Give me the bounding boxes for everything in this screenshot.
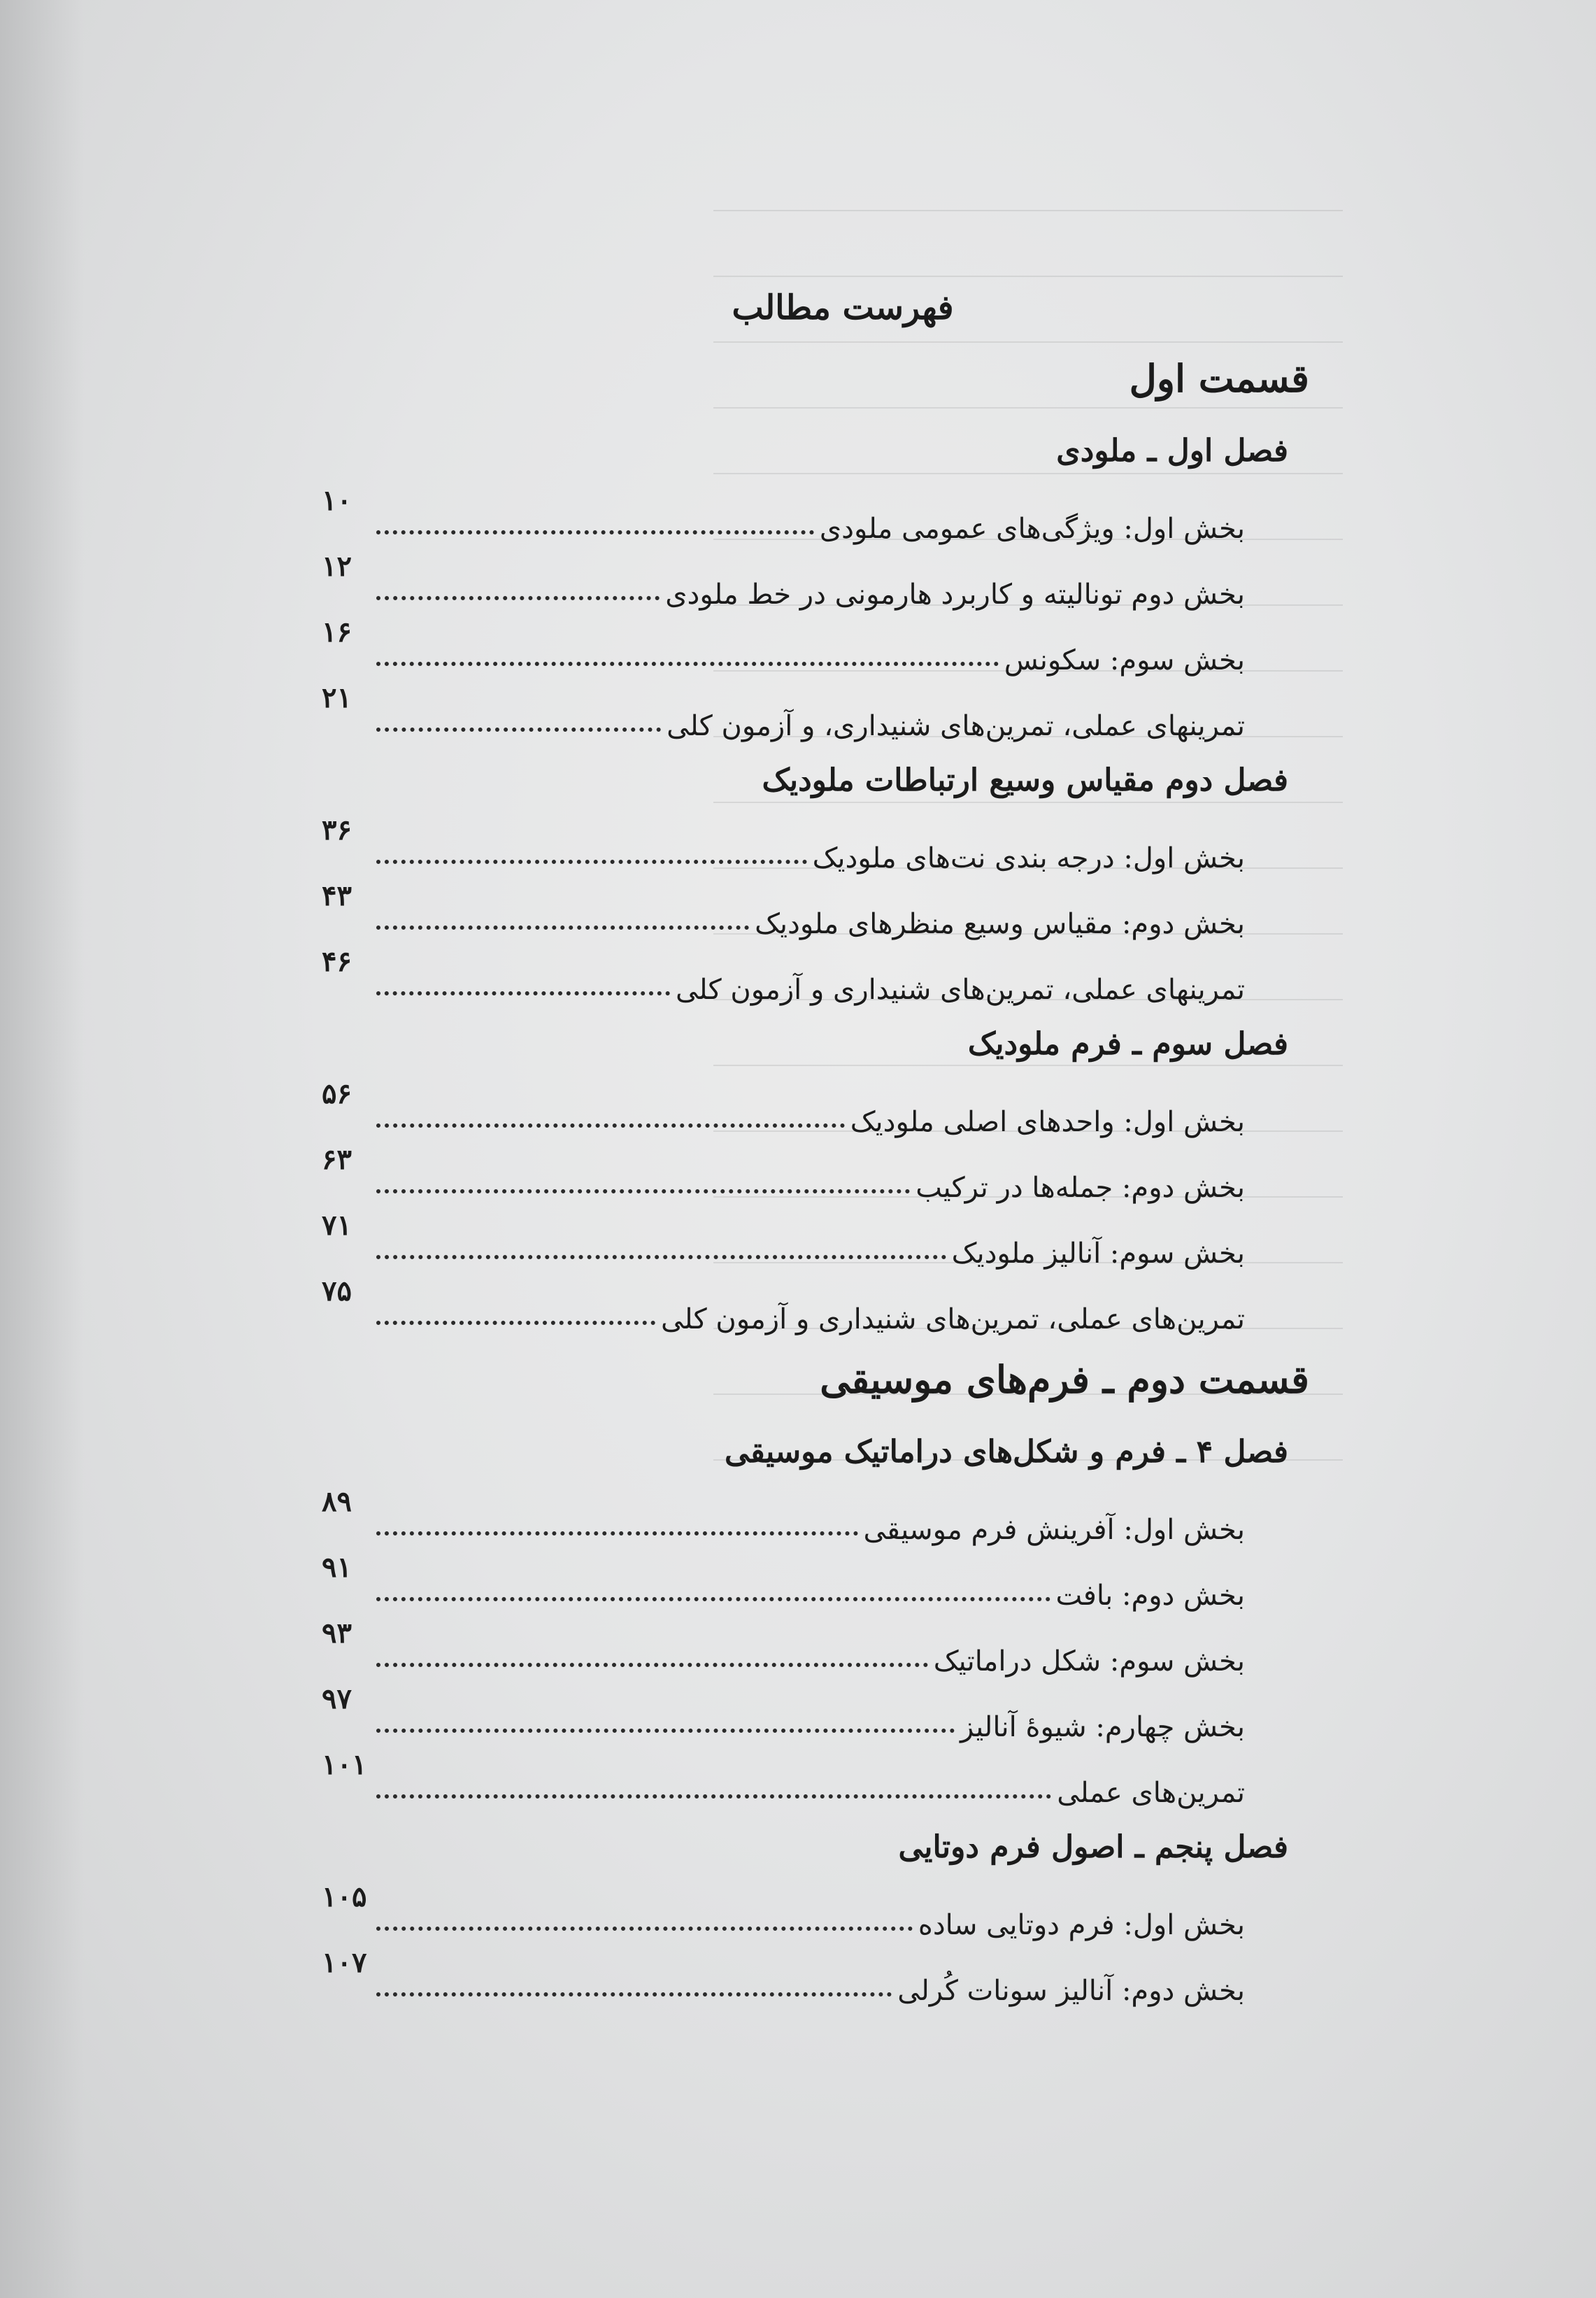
entry-title: بخش اول: ویژگی‌های عمومی ملودی	[819, 513, 1245, 545]
toc-entry[interactable]	[322, 550, 1245, 616]
entry-title: تمرینهای عملی، تمرین‌های شنیداری و آزمون کلی	[676, 974, 1245, 1006]
page-number: ۱۰۱	[322, 1748, 367, 1781]
entry-title: بخش دوم: جمله‌ها در ترکیب	[915, 1172, 1245, 1204]
chapter-heading: فصل ۴ ـ فرم و شکل‌های دراماتیک موسیقی	[725, 1434, 1288, 1470]
toc-entry[interactable]	[322, 814, 1245, 879]
dot-leader	[376, 596, 660, 600]
toc-entry[interactable]	[322, 1551, 1245, 1617]
chapter-heading: فصل دوم مقیاس وسیع ارتباطات ملودیک	[762, 763, 1288, 798]
toc-entry[interactable]	[322, 1485, 1245, 1551]
toc-entry[interactable]	[322, 945, 1245, 1011]
toc-entry[interactable]	[322, 484, 1245, 550]
toc-entry[interactable]	[322, 1209, 1245, 1275]
toc-entry[interactable]	[322, 616, 1245, 681]
page-number: ۹۱	[322, 1551, 352, 1584]
part-heading: قسمت دوم ـ فرم‌های موسیقی	[820, 1357, 1309, 1402]
entry-title: بخش اول: آفرینش فرم موسیقی	[863, 1514, 1245, 1546]
dot-leader	[376, 530, 814, 534]
toc-entry[interactable]	[322, 1275, 1245, 1340]
dot-leader	[376, 1663, 928, 1667]
entry-title: بخش دوم: آنالیز سونات کُرلی	[897, 1975, 1245, 2007]
page-title: فهرست مطالب	[732, 288, 954, 327]
page-number: ۵۶	[322, 1077, 352, 1110]
page-number: ۸۹	[322, 1485, 352, 1518]
toc-entry[interactable]	[322, 1617, 1245, 1682]
entry-title: بخش سوم: آنالیز ملودیک	[951, 1237, 1245, 1270]
chapter-heading: فصل پنجم ـ اصول فرم دوتایی	[898, 1829, 1288, 1865]
page-number: ۱۰	[322, 484, 352, 517]
page-number: ۹۷	[322, 1682, 352, 1715]
entry-title: بخش دوم: مقیاس وسیع منظرهای ملودیک	[755, 908, 1245, 940]
toc-entry[interactable]	[322, 879, 1245, 945]
entry-title: تمرین‌های عملی	[1057, 1777, 1245, 1809]
entry-title: بخش سوم: سکونس	[1004, 644, 1245, 676]
dot-leader	[376, 1321, 655, 1325]
dot-leader	[376, 860, 807, 864]
page-number: ۷۱	[322, 1209, 352, 1242]
page-number: ۲۱	[322, 681, 352, 714]
toc-entry[interactable]	[322, 1946, 1245, 2012]
dot-leader	[376, 662, 999, 666]
page-number: ۴۶	[322, 945, 352, 978]
dot-leader	[376, 1794, 1051, 1799]
page-number: ۳۶	[322, 814, 352, 846]
dot-leader	[376, 991, 670, 995]
entry-title: بخش دوم: بافت	[1055, 1580, 1245, 1612]
dot-leader	[376, 1123, 845, 1128]
entry-title: بخش دوم تونالیته و کاربرد هارمونی در خط ملودی	[665, 579, 1245, 611]
toc-entry[interactable]	[322, 1748, 1245, 1814]
page-number: ۱۶	[322, 616, 352, 648]
dot-leader	[376, 1255, 946, 1259]
page-shadow	[0, 0, 84, 2298]
dot-leader	[376, 728, 661, 732]
page-number: ۹۳	[322, 1617, 352, 1650]
chapter-heading: فصل سوم ـ فرم ملودیک	[967, 1026, 1288, 1062]
toc-entry[interactable]	[322, 681, 1245, 747]
dot-leader	[376, 925, 749, 930]
dot-leader	[376, 1992, 892, 1996]
entry-title: بخش اول: درجه بندی نت‌های ملودیک	[812, 842, 1245, 874]
dot-leader	[376, 1189, 910, 1193]
entry-title: بخش سوم: شکل دراماتیک	[933, 1645, 1245, 1678]
entry-title: تمرینهای عملی، تمرین‌های شنیداری، و آزمون کلی	[667, 710, 1245, 742]
page-number: ۶۳	[322, 1143, 352, 1176]
entry-title: بخش اول: واحدهای اصلی ملودیک	[850, 1106, 1245, 1138]
dot-leader	[376, 1531, 858, 1535]
page-number: ۴۳	[322, 879, 352, 912]
dot-leader	[376, 1597, 1050, 1601]
entry-title: بخش اول: فرم دوتایی ساده	[918, 1909, 1245, 1941]
entry-title: تمرین‌های عملی، تمرین‌های شنیداری و آزمون کلی	[661, 1303, 1245, 1335]
page-number: ۱۰۵	[322, 1880, 367, 1913]
page-number: ۱۰۷	[322, 1946, 367, 1979]
table-of-contents	[308, 276, 1315, 2012]
toc-entry[interactable]	[322, 1077, 1245, 1143]
entry-title: بخش چهارم: شیوهٔ آنالیز	[960, 1711, 1245, 1743]
page-number: ۱۲	[322, 550, 352, 583]
dot-leader	[376, 1927, 913, 1931]
toc-entry[interactable]	[322, 1682, 1245, 1748]
toc-entry[interactable]	[322, 1880, 1245, 1946]
part-heading: قسمت اول	[1129, 356, 1309, 401]
page-number: ۷۵	[322, 1275, 352, 1307]
toc-entry[interactable]	[322, 1143, 1245, 1209]
chapter-heading: فصل اول ـ ملودی	[1056, 433, 1288, 469]
dot-leader	[376, 1729, 955, 1733]
